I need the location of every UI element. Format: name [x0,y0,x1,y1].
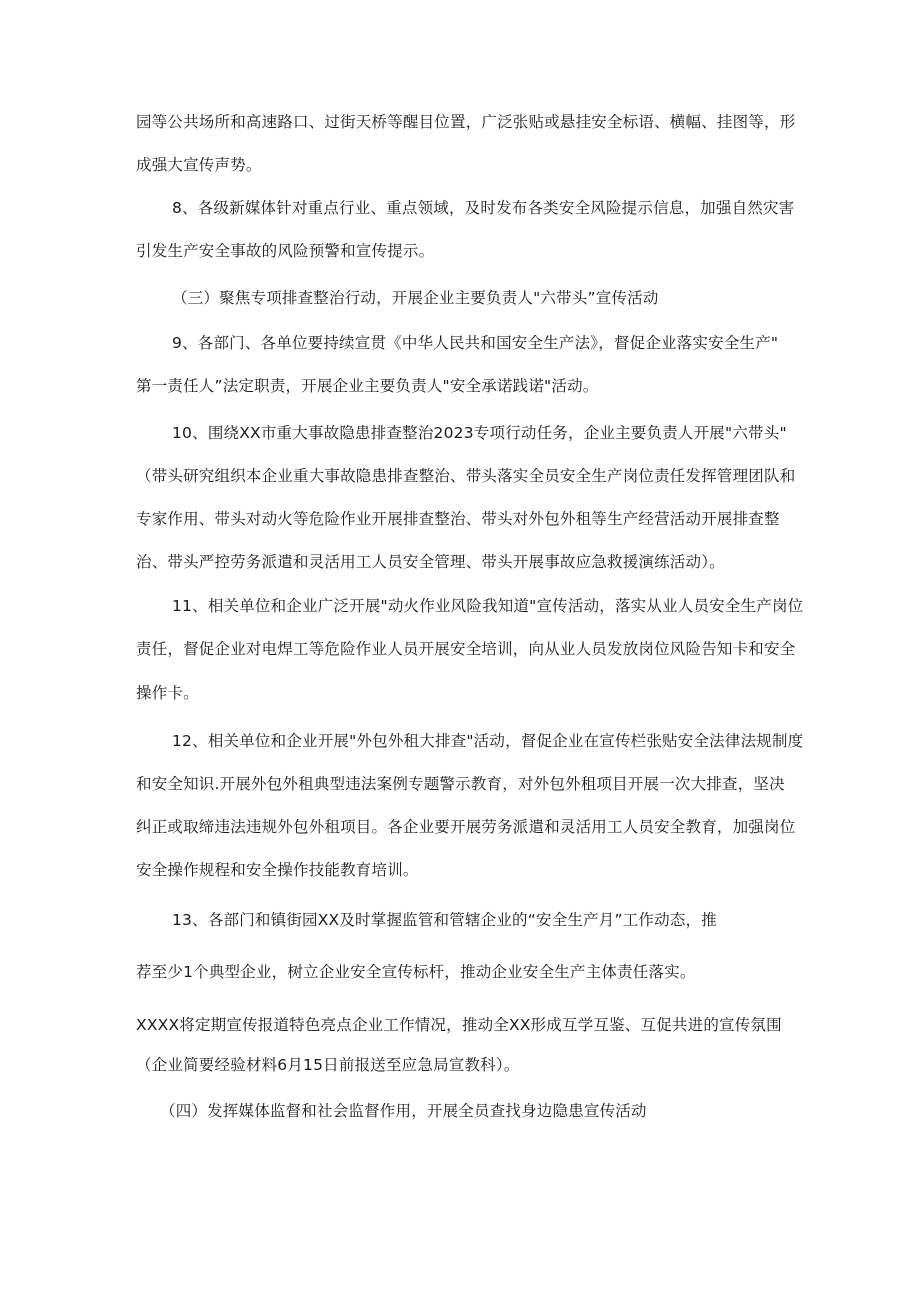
text-line: 责任，督促企业对电焊工等危险作业人员开展安全培训，向从业人员发放岗位风险告知卡和安全 [136,640,796,658]
text-line: 纠正或取缔违法违规外包外租项目。各企业要开展劳务派遣和灵活用工人员安全教育，加强岗位 [136,818,796,836]
text-line: XXXX将定期宣传报道特色亮点企业工作情况，推动全XX形成互学互鉴、互促共进的宣传氛围 [136,1016,782,1034]
text-line: 和安全知识.开展外包外租典型违法案例专题警示教育，对外包外租项目开展一次大排查，坚决 [136,775,785,793]
text-line: 引发生产安全事故的风险预警和宣传提示。 [136,242,435,260]
text-line: 园等公共场所和高速路口、过街天桥等醒目位置，广泛张贴或悬挂安全标语、横幅、挂图等，形 [136,113,796,131]
text-line: （带头研究组织本企业重大事故隐患排查整治、带头落实全员安全生产岗位责任发挥管理团队和 [136,467,796,485]
text-line: 操作卡。 [136,684,199,702]
text-line: 第一责任人”法定职责，开展企业主要负责人"安全承诺践诺"活动。 [136,377,599,395]
section-heading: （三）聚焦专项排查整治行动，开展企业主要负责人"六带头”宣传活动 [172,289,659,307]
text-line: 13、各部门和镇街园XX及时掌握监管和管辖企业的“安全生产月”工作动态，推 [172,911,717,929]
text-line: 12、相关单位和企业开展"外包外租大排查"活动，督促企业在宣传栏张贴安全法律法规制度 [172,732,804,750]
text-line: 荐至少1个典型企业，树立企业安全宣传标杆，推动企业安全生产主体责任落实。 [136,963,696,981]
text-line: 成强大宣传声势。 [136,156,262,174]
text-line: 11、相关单位和企业广泛开展"动火作业风险我知道"宣传活动，落实从业人员安全生产岗位 [172,597,804,615]
text-line: （企业简要经验材料6月15日前报送至应急局宣教科）。 [136,1056,520,1074]
text-line: 8、各级新媒体针对重点行业、重点领域，及时发布各类安全风险提示信息，加强自然灾害 [172,199,795,217]
text-line: 9、各部门、各单位要持续宣贯《中华人民共和国安全生产法》，督促企业落实安全生产" [172,334,779,352]
text-line: 治、带头严控劳务派遣和灵活用工人员安全管理、带头开展事故应急救援演练活动）。 [136,553,725,571]
section-heading: （四）发挥媒体监督和社会监督作用，开展全员查找身边隐患宣传活动 [160,1102,647,1120]
text-line: 10、围绕XX市重大事故隐患排查整治2023专项行动任务，企业主要负责人开展"六带头" [172,424,787,442]
text-line: 安全操作规程和安全操作技能教育培训。 [136,861,419,879]
text-line: 专家作用、带头对动火等危险作业开展排查整治、带头对外包外租等生产经营活动开展排查整 [136,510,780,528]
